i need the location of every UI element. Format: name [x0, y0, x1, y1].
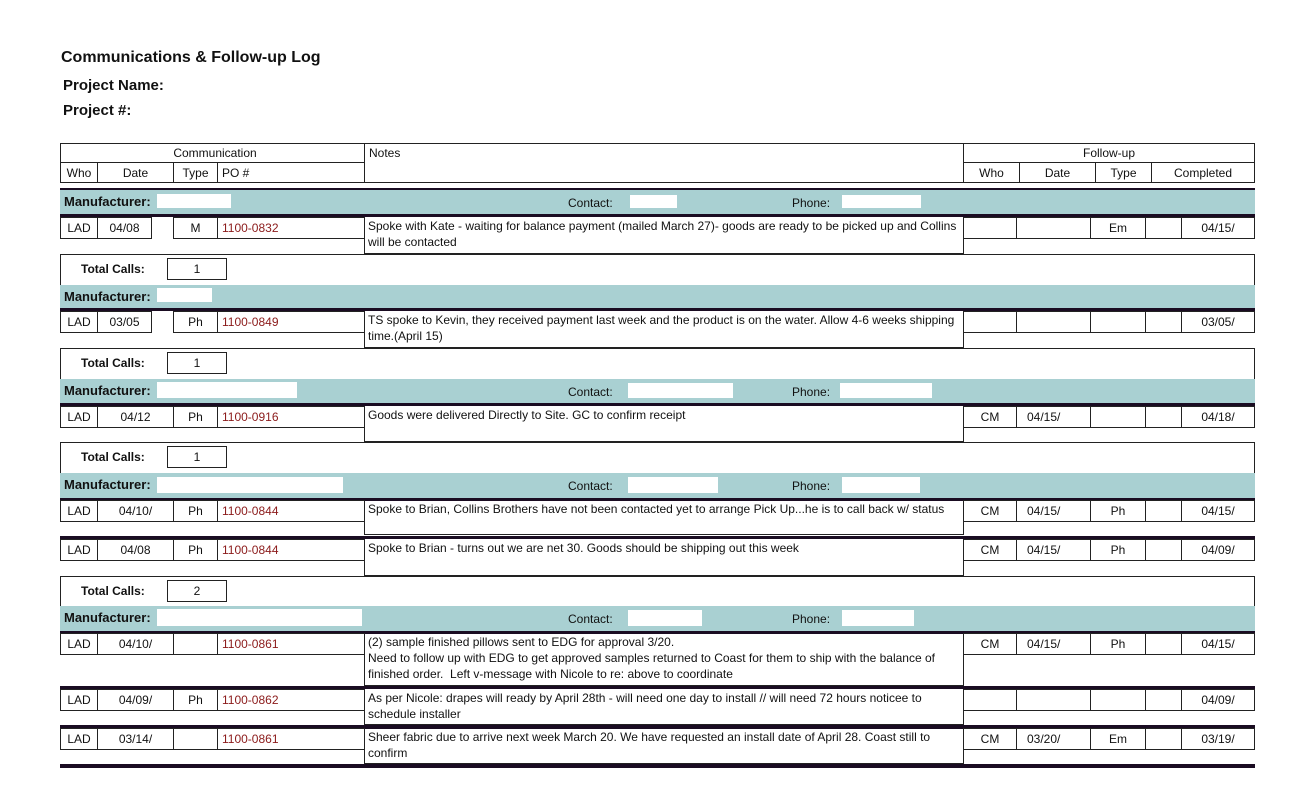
- header-who: Who: [60, 162, 98, 183]
- row-fu-who: [963, 689, 1017, 711]
- phone-label: Phone:: [792, 612, 831, 626]
- manufacturer-label: Manufacturer:: [64, 477, 151, 492]
- row-note: Sheer fabric due to arrive next week March 20. We have requested an install date of April 28. Coast still to confirm: [364, 728, 964, 764]
- row-note: As per Nicole: drapes will ready by April 28th - will need one day to install // will need 72 hours noticee to schedule installer: [364, 689, 964, 725]
- row-who: LAD: [60, 406, 98, 428]
- row-completed: 04/18/: [1181, 406, 1255, 428]
- phone-label: Phone:: [792, 479, 831, 493]
- header-fu-date: Date: [1019, 162, 1096, 183]
- row-fu-blank: [1145, 500, 1182, 522]
- project-number-label: Project #:: [63, 102, 132, 119]
- row-note: TS spoke to Kevin, they received payment last week and the product is on the water. Allow 4-6 weeks shipping time.(April 15): [364, 311, 964, 348]
- row-date: 04/08: [97, 217, 152, 239]
- row-fu-blank: [1145, 539, 1182, 561]
- row-fu-date: 04/15/: [1016, 539, 1091, 561]
- manufacturer-label: Manufacturer:: [64, 383, 151, 398]
- contact-label: Contact:: [568, 385, 613, 399]
- row-fu-type: Ph: [1090, 539, 1146, 561]
- row-note: Spoke with Kate - waiting for balance payment (mailed March 27)- goods are ready to be picked up and Collins will be contacted: [364, 217, 964, 254]
- row-po: 1100-0916: [217, 406, 365, 428]
- row-fu-date: [1016, 311, 1091, 333]
- total-calls-label: Total Calls:: [81, 584, 145, 598]
- contact-label: Contact:: [568, 196, 613, 210]
- contact-label: Contact:: [568, 479, 613, 493]
- row-completed: 04/15/: [1181, 633, 1255, 655]
- header-fu-who: Who: [963, 162, 1020, 183]
- redacted-contact: [630, 195, 677, 208]
- row-completed: 04/15/: [1181, 500, 1255, 522]
- row-fu-type: Em: [1090, 728, 1146, 750]
- row-who: LAD: [60, 633, 98, 655]
- row-completed: 03/19/: [1181, 728, 1255, 750]
- redacted-manufacturer: [157, 609, 362, 626]
- row-type: [173, 728, 218, 750]
- row-fu-blank: [1145, 217, 1182, 239]
- row-fu-who: CM: [963, 539, 1017, 561]
- row-note: (2) sample finished pillows sent to EDG for approval 3/20. Need to follow up with EDG to get approved samples returned to Coast for them to ship with the balance of finished order. Left v-message with Nicole to re: above to coordinate: [364, 633, 964, 686]
- phone-label: Phone:: [792, 385, 831, 399]
- row-po: 1100-0844: [217, 500, 365, 522]
- row-po: 1100-0832: [217, 217, 365, 239]
- row-fu-who: CM: [963, 500, 1017, 522]
- row-completed: 04/09/: [1181, 689, 1255, 711]
- manufacturer-bar: [60, 285, 1255, 308]
- row-who: LAD: [60, 311, 98, 333]
- row-who: LAD: [60, 500, 98, 522]
- header-type: Type: [173, 162, 218, 183]
- communication-header-label: Communication: [173, 146, 257, 160]
- manufacturer-label: Manufacturer:: [64, 289, 151, 304]
- manufacturer-label: Manufacturer:: [64, 610, 151, 625]
- row-date: 04/09/: [97, 689, 174, 711]
- row-fu-type: [1090, 689, 1146, 711]
- row-fu-type: [1090, 311, 1146, 333]
- total-calls-value: 2: [167, 580, 227, 602]
- row-fu-blank: [1145, 406, 1182, 428]
- total-calls-row: [60, 254, 1255, 285]
- row-fu-blank: [1145, 633, 1182, 655]
- row-po: 1100-0862: [217, 689, 365, 711]
- row-type: Ph: [173, 500, 218, 522]
- row-type: Ph: [173, 689, 218, 711]
- row-fu-blank: [1145, 689, 1182, 711]
- total-calls-label: Total Calls:: [81, 450, 145, 464]
- total-calls-row: [60, 348, 1255, 379]
- row-who: LAD: [60, 689, 98, 711]
- row-fu-type: Ph: [1090, 633, 1146, 655]
- row-type: M: [173, 217, 218, 239]
- row-completed: 04/09/: [1181, 539, 1255, 561]
- row-note: Spoke to Brian - turns out we are net 30. Goods should be shipping out this week: [364, 539, 964, 576]
- row-fu-who: CM: [963, 633, 1017, 655]
- header-fu-type: Type: [1095, 162, 1152, 183]
- document-title: Communications & Follow-up Log: [61, 49, 321, 66]
- row-date: 03/14/: [97, 728, 174, 750]
- row-fu-blank: [1145, 728, 1182, 750]
- row-note: Goods were delivered Directly to Site. GC to confirm receipt: [364, 406, 964, 442]
- row-fu-type: Em: [1090, 217, 1146, 239]
- row-completed: 04/15/: [1181, 217, 1255, 239]
- row-who: LAD: [60, 217, 98, 239]
- row-fu-date: 03/20/: [1016, 728, 1091, 750]
- row-type: Ph: [173, 539, 218, 561]
- followup-header-label: Follow-up: [1082, 146, 1136, 160]
- redacted-phone: [842, 477, 920, 493]
- row-date: 03/05: [97, 311, 152, 333]
- row-date: 04/12: [97, 406, 174, 428]
- row-completed: 03/05/: [1181, 311, 1255, 333]
- total-calls-value: 1: [167, 352, 227, 374]
- total-calls-label: Total Calls:: [81, 356, 145, 370]
- total-calls-label: Total Calls:: [81, 262, 145, 276]
- row-po: 1100-0849: [217, 311, 365, 333]
- row-who: LAD: [60, 728, 98, 750]
- redacted-manufacturer: [157, 288, 212, 302]
- row-po: 1100-0861: [217, 633, 365, 655]
- row-fu-who: [963, 217, 1017, 239]
- row-date: 04/08: [97, 539, 174, 561]
- redacted-contact: [628, 383, 733, 398]
- redacted-manufacturer: [157, 477, 343, 493]
- row-fu-who: [963, 311, 1017, 333]
- row-fu-who: CM: [963, 728, 1017, 750]
- redacted-manufacturer: [157, 194, 231, 208]
- total-calls-row: [60, 576, 1255, 606]
- notes-header: [364, 143, 964, 183]
- row-type: Ph: [173, 311, 218, 333]
- total-calls-value: 1: [167, 258, 227, 280]
- notes-header-label: Notes: [369, 146, 401, 160]
- row-fu-date: 04/15/: [1016, 406, 1091, 428]
- row-type: Ph: [173, 406, 218, 428]
- row-date: 04/10/: [97, 500, 174, 522]
- row-po: 1100-0844: [217, 539, 365, 561]
- header-date: Date: [97, 162, 174, 183]
- redacted-phone: [840, 383, 932, 398]
- row-date: 04/10/: [97, 633, 174, 655]
- row-fu-date: [1016, 689, 1091, 711]
- row-fu-date: 04/15/: [1016, 633, 1091, 655]
- row-fu-date: [1016, 217, 1091, 239]
- header-completed: Completed: [1151, 162, 1255, 183]
- row-note: Spoke to Brian, Collins Brothers have not been contacted yet to arrange Pick Up...he is to call back w/ status: [364, 500, 964, 535]
- contact-label: Contact:: [568, 612, 613, 626]
- project-name-label: Project Name:: [63, 77, 164, 94]
- redacted-phone: [842, 195, 921, 208]
- row-fu-date: 04/15/: [1016, 500, 1091, 522]
- row-who: LAD: [60, 539, 98, 561]
- row-fu-type: [1090, 406, 1146, 428]
- row-po: 1100-0861: [217, 728, 365, 750]
- row-fu-type: Ph: [1090, 500, 1146, 522]
- redacted-contact: [628, 477, 718, 493]
- redacted-phone: [842, 610, 914, 626]
- bottom-rule: [60, 764, 1255, 768]
- redacted-manufacturer: [157, 382, 297, 398]
- header-po: PO #: [217, 162, 365, 183]
- manufacturer-label: Manufacturer:: [64, 194, 151, 209]
- redacted-contact: [628, 610, 702, 626]
- row-type: [173, 633, 218, 655]
- total-calls-row: [60, 442, 1255, 473]
- row-fu-blank: [1145, 311, 1182, 333]
- row-fu-who: CM: [963, 406, 1017, 428]
- total-calls-value: 1: [167, 446, 227, 468]
- phone-label: Phone:: [792, 196, 831, 210]
